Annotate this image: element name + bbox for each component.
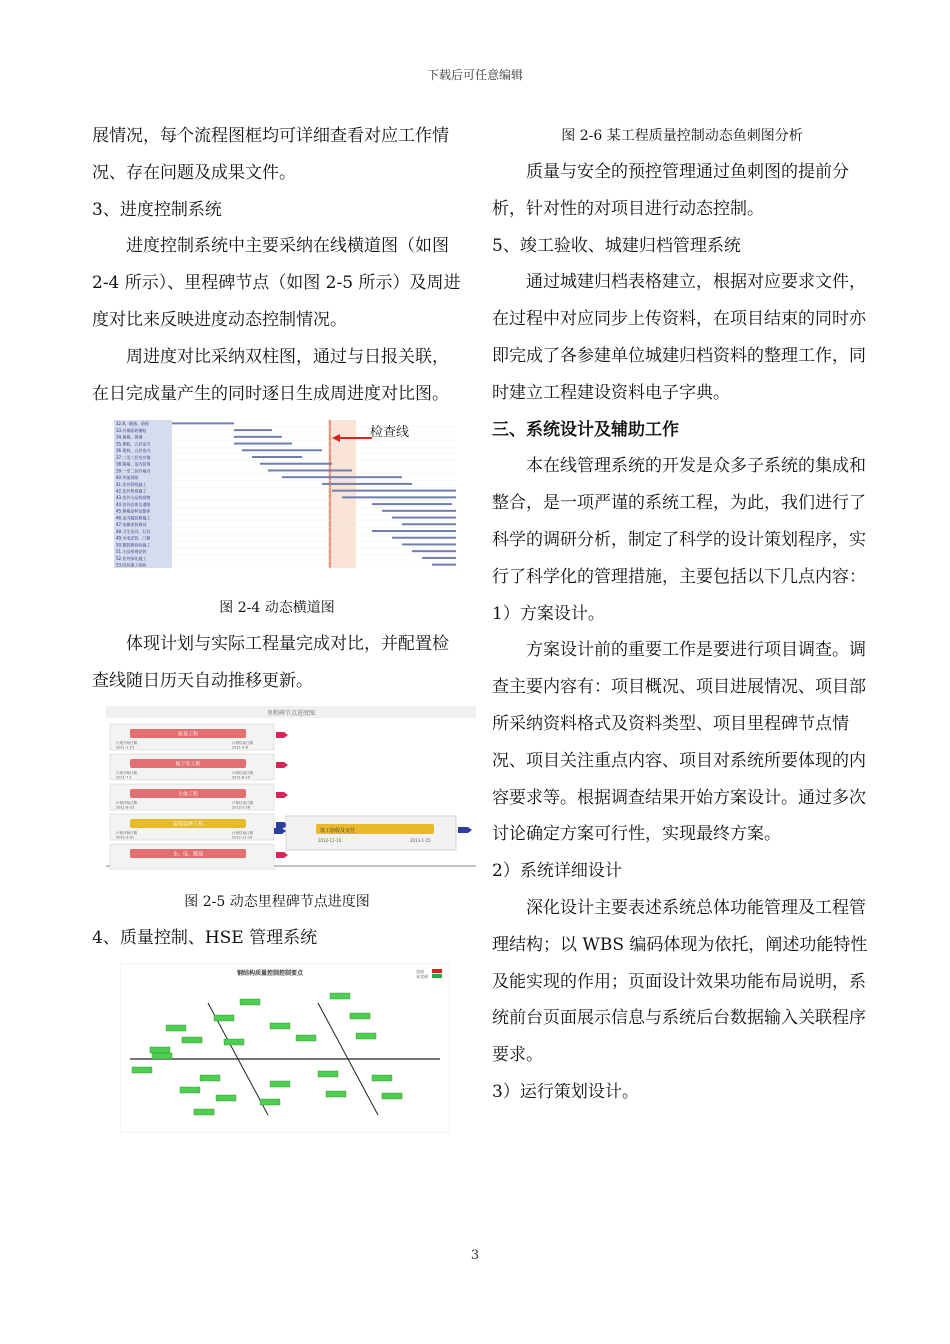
gantt-row-label: 39.一至二层外墙内 [116,468,151,474]
gantt-row-label: 47.电梯安装调试 [116,522,147,528]
gantt-bar [332,490,456,492]
gantt-bar [234,443,292,445]
gantt-row-label: 42.室外景观施工 [116,488,147,494]
milestone-bar-label: 地下室工程 [175,761,201,768]
list-item: 1）方案设计。 [492,603,605,624]
paragraph: 周进度对比采纳双柱图，通过与日报关联，在日完成量产生的同时逐日生成周进度对比图。 [92,346,449,404]
fishbone-item [356,1033,376,1039]
fishbone-item [330,993,350,999]
gantt-row-label: 35.塔机、五层室内 [116,441,151,447]
fishbone-item [372,1075,392,1081]
milestone-date: 2011-5-8 [232,745,248,750]
gantt-row-label: 32.8、暖通、防排 [116,421,149,427]
gantt-bar [412,551,456,553]
gantt-bar [392,517,456,519]
paragraph: 展情况，每个流程图框均可详细查看对应工作情况、存在问题及成果文件。 [92,126,449,183]
fishbone-item [270,1081,290,1087]
gantt-row-label: 49.水电安装、门窗 [116,535,151,541]
gantt-row-label: 45.幕墙涂料及整体 [116,509,151,515]
milestone-label: 计划开始日期 [116,800,137,805]
fishbone-item [182,1037,202,1043]
gantt-bar [402,524,456,526]
paragraph: 深化设计主要表述系统总体功能管理及工程管理结构；以 WBS 编码体现为依托，阐述功能特性及能实现的作用；页面设计效果功能布局说明，系统前台页面展示信息与系统后台数据输入关联程序要求。 [492,897,868,1066]
milestone-bar-label: 竣工验收及交付 [320,827,356,834]
gantt-bar [242,450,322,452]
fishbone-title: 钢结构质量控制控制要点 [236,969,304,977]
gantt-bar [392,537,456,539]
fishbone-item [224,1039,244,1045]
milestone-date: 2011-7-1 [116,775,132,780]
gantt-row-label: 36.塔机、五层室内 [116,448,151,454]
fishbone-item [382,1093,402,1099]
chapter-heading: 三、系统设计及辅助工作 [492,419,679,440]
milestone-bar-label: 桩基工程 [177,731,199,738]
list-item: 2）系统详细设计 [492,861,622,882]
fishbone-item [132,1067,152,1073]
milestone-bar-label: 水、电、暖通 [172,851,204,858]
fishbone-item [296,1035,316,1041]
right-column [492,118,872,1111]
fishbone-item [150,1047,170,1053]
fishbone-item [326,1091,346,1097]
paragraph: 方案设计前的重要工作是要进行项目调查。调查主要内容有：项目概况、项目进展情况、项目部所采纳资料格式及资料类型、项目里程碑节点情况、项目关注重点内容、项目对系统所要体现的内容要求等。根据调查结果开始方案设计。通过多次讨论确定方案可行性，实现最终方案。 [492,640,866,845]
fishbone-item [200,1075,220,1081]
gantt-row-label: 33.外墙面砖铺贴 [116,428,147,434]
gantt-bar [252,456,302,458]
page-header: 下载后可任意编辑 [426,68,523,82]
gantt-row-label: 51.小品景观安装 [116,549,147,555]
left-column [92,118,462,1133]
milestone-date: 2011-8-10 [232,775,251,780]
section-heading: 3、进度控制系统 [92,199,222,220]
gantt-bar [322,483,412,485]
milestone-label: 计划结束日期 [232,770,253,775]
milestone-label: 计划结束日期 [232,740,253,745]
gantt-bar [402,544,456,546]
milestone-date: 2013-1-15 [410,837,431,843]
legend-item: 未完成 [416,973,428,979]
figure-caption: 图 2-4 动态横道图 [219,600,335,617]
gantt-bar [260,463,332,465]
milestone-title: 里程碑节点进度图 [266,709,316,717]
milestone-date: 2012-11-10 [318,837,342,843]
fishbone-item [214,1015,234,1021]
gantt-row-label: 37.二至三层室外墙 [116,455,151,461]
fishbone-diagram-figure [120,963,450,1133]
milestone-date: 2012-5-26 [232,805,251,810]
section-heading: 4、质量控制、HSE 管理系统 [92,927,318,948]
legend-item: 完成 [416,968,424,974]
gantt-bar [372,503,452,505]
milestone-bar-label: 主体工程 [177,791,199,798]
list-item: 3）运行策划设计。 [492,1081,639,1102]
gantt-row-label: 52.室外绿化施工 [116,556,147,562]
milestone-bar-label: 装饰装修工程 [172,821,204,828]
milestone-label: 计划结束日期 [232,800,253,805]
fishbone-item [260,1099,280,1105]
figure-caption: 图 2-6 某工程质量控制动态鱼刺图分析 [561,128,803,144]
gantt-bar [172,423,234,425]
fishbone-item [216,1095,236,1101]
gantt-row-label: 46.室内精装修施工 [116,515,151,521]
milestone-date: 2011-8-23 [116,805,135,810]
paragraph: 进度控制系统中主要采纳在线横道图（如图 2-4 所示）、里程碑节点（如图 2-5 所示）及周进度对比来反映进度动态控制情况。 [92,236,461,330]
milestone-label: 计划结束日期 [232,830,253,835]
fishbone-item [194,1109,214,1115]
milestone-rows [110,724,288,870]
gantt-bar [422,557,456,559]
gantt-bar [282,477,402,479]
fishbone-item [350,1013,370,1019]
gantt-row-label: 38.幕墙、室内装饰 [116,461,151,467]
gantt-bar [372,530,456,532]
fishbone-item [318,1071,338,1077]
milestone-label: 计划开始日期 [116,740,137,745]
gantt-row-label: 48.卫生洁具、灯具 [116,529,151,535]
paragraph: 本在线管理系统的开发是众多子系统的集成和整合，是一项严谨的系统工程，为此，我们进行了科学的调研分析，制定了科学的设计策划程序，实行了科学化的管理措施，主要包括以下几点内容： [492,456,866,587]
page-number: 3 [470,1248,480,1263]
fishbone-item [240,999,260,1005]
gantt-chart-figure [114,420,456,568]
milestone-label: 计划开始日期 [116,770,137,775]
section-heading: 5、竣工验收、城建归档管理系统 [492,235,741,256]
gantt-row-label: 50.精装修验收施工 [116,542,151,548]
check-line-annotation: 检查线 [370,425,410,441]
gantt-bar [432,564,456,566]
gantt-row-label: 40.外架拆除 [116,475,139,481]
gantt-bar [234,429,272,431]
figure-caption: 图 2-5 动态里程碑节点进度图 [184,893,370,910]
gantt-bar [342,497,456,499]
paragraph: 质量与安全的预控管理通过鱼刺图的提前分析，针对性的对项目进行动态控制。 [492,162,849,219]
milestone-chart-figure [106,706,476,870]
gantt-row-label: 44.室外总体及道路 [116,502,151,508]
gantt-row-label: 43.室外小品构筑物 [116,495,151,501]
paragraph: 通过城建归档表格建立，根据对应要求文件，在过程中对应同步上传资料，在项目结束的同时亦即完成了各参建单位城建归档资料的整理工作，同时建立工程建设资料电子字典。 [492,272,866,403]
gantt-bar [234,436,282,438]
milestone-label: 计划开始日期 [116,830,137,835]
fishbone-item [166,1025,186,1031]
milestone-date: 2011-1-15 [116,745,135,750]
gantt-bar [268,470,352,472]
gantt-bar [382,510,456,512]
gantt-row-label: 41.室外管线施工 [116,482,147,488]
gantt-row-label: 34.幕墙、玻璃 [116,435,143,441]
gantt-row-label: 53.四层竣工验收 [116,562,147,568]
fishbone-item [180,1087,200,1093]
fishbone-item [270,1023,290,1029]
milestone-date: 2012-3-01 [116,835,135,840]
milestone-date: 2012-11-10 [232,835,253,840]
paragraph: 体现计划与实际工程量完成对比，并配置检查线随日历天自动推移更新。 [92,634,449,692]
fishbone-item [152,1053,172,1059]
